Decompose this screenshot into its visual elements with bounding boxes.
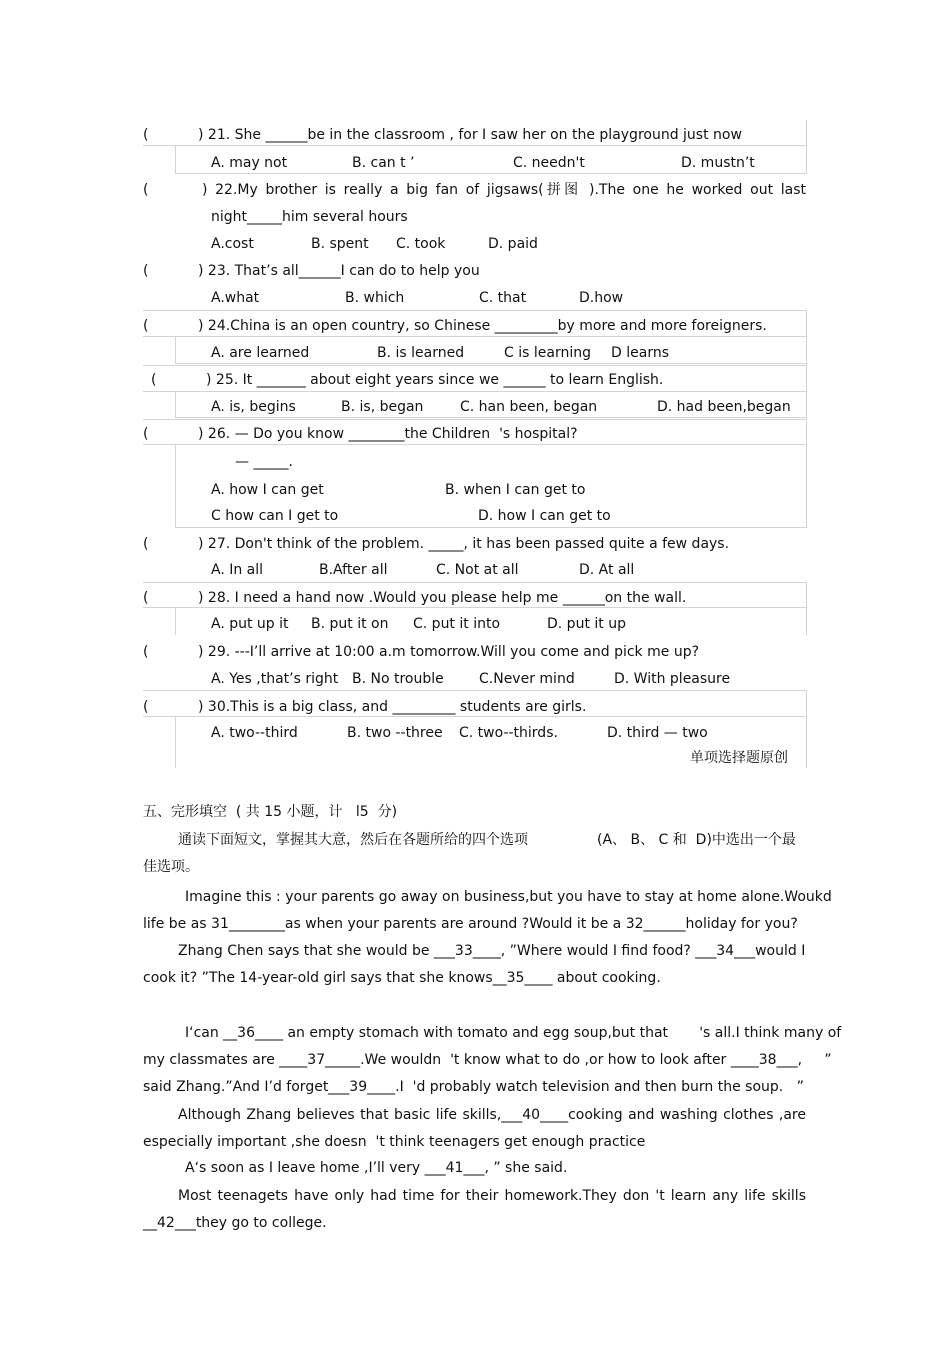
rule <box>143 419 807 420</box>
passage-line: I‘can __36____ an empty stomach with tomato and egg soup,but that 's all.I think many of <box>185 1025 842 1041</box>
question-29: ) 29. ---I’ll arrive at 10:00 a.m tomorrow.Will you come and pick me up? <box>198 644 700 660</box>
question-22: ) 22.My brother is really a big fan of jigsaws(拼图 ).The one he worked out last <box>202 182 806 198</box>
option-c: C how can I get to <box>211 508 339 524</box>
passage-line: my classmates are ____37_____.We wouldn 't know what to do ,or how to look after ____38___, ” <box>143 1052 832 1068</box>
option-a: A.what <box>211 290 260 306</box>
option-c: C is learning <box>504 345 591 361</box>
option-d: D. mustn’t <box>681 155 755 171</box>
rule <box>143 690 807 691</box>
answer-paren: ( <box>143 536 149 552</box>
option-c: C. that <box>479 290 527 306</box>
passage-line: Most teenagets have only had time for their homework.They don 't learn any life skills <box>178 1188 806 1204</box>
rule <box>143 365 807 366</box>
rule <box>175 444 176 527</box>
rule <box>143 391 807 392</box>
rule <box>143 444 807 445</box>
rule <box>175 391 176 417</box>
section-title: 五、完形填空 ( 共 15 小题，计 l5 分) <box>143 804 398 820</box>
option-b: B. when I can get to <box>445 482 586 498</box>
answer-paren: ( <box>143 644 149 660</box>
question-25: ) 25. It _______ about eight years since we ______ to learn English. <box>206 372 664 388</box>
rule <box>175 363 807 364</box>
option-b: B. is, began <box>341 399 424 415</box>
answer-paren: ( <box>151 372 157 388</box>
answer-paren: ( <box>143 182 149 198</box>
rule <box>806 120 807 173</box>
rule <box>175 527 807 528</box>
answer-paren: ( <box>143 590 149 606</box>
rule <box>806 365 807 417</box>
option-a: A. is, begins <box>211 399 296 415</box>
option-d: D learns <box>611 345 669 361</box>
question-24: ) 24.China is an open country, so Chinese _________by more and more foreigners. <box>198 318 767 334</box>
option-b: B. which <box>345 290 405 306</box>
rule <box>175 145 176 173</box>
option-a: A. are learned <box>211 345 310 361</box>
option-b: B. put it on <box>311 616 389 632</box>
question-27: ) 27. Don't think of the problem. _____, it has been passed quite a few days. <box>198 536 730 552</box>
passage-line: Imagine this : your parents go away on business,but you have to stay at home alone.Woukd <box>185 889 832 905</box>
option-c: C. needn't <box>513 155 585 171</box>
rule <box>806 582 807 635</box>
option-a: A. two--third <box>211 725 298 741</box>
rule <box>143 582 807 583</box>
rule <box>175 417 807 418</box>
section-instruction: 通读下面短文，掌握其大意，然后在各题所给的四个选项 <box>178 832 528 848</box>
option-d: D. how I can get to <box>478 508 611 524</box>
option-d: D.how <box>579 290 624 306</box>
option-d: D. third — two <box>607 725 708 741</box>
rule <box>143 336 807 337</box>
section-instruction-end: 佳选项。 <box>143 859 199 875</box>
question-22-cont: night_____him several hours <box>211 209 408 225</box>
question-23: ) 23. That’s all______I can do to help you <box>198 263 480 279</box>
answer-paren: ( <box>143 263 149 279</box>
passage-line: cook it? ”The 14-year-old girl says that she knows__35____ about cooking. <box>143 970 661 986</box>
option-c: C.Never mind <box>479 671 575 687</box>
option-b: B. spent <box>311 236 369 252</box>
option-d: D. put it up <box>547 616 626 632</box>
rule <box>806 310 807 363</box>
option-d: D. paid <box>488 236 538 252</box>
answer-paren: ( <box>143 318 149 334</box>
rule <box>143 145 807 146</box>
question-30: ) 30.This is a big class, and _________ students are girls. <box>198 699 587 715</box>
passage-line: said Zhang.”And I’d forget___39____.I 'd probably watch television and then burn the soup. ” <box>143 1079 804 1095</box>
question-28: ) 28. I need a hand now .Would you please help me ______on the wall. <box>198 590 687 606</box>
answer-paren: ( <box>143 426 149 442</box>
rule <box>175 607 176 635</box>
rule <box>806 419 807 527</box>
option-c: C. Not at all <box>436 562 519 578</box>
option-d: D. With pleasure <box>614 671 731 687</box>
option-c: C. took <box>396 236 446 252</box>
passage-line: especially important ,she doesn 't think teenagers get enough practice <box>143 1134 646 1150</box>
option-b: B. can t ’ <box>352 155 415 171</box>
rule <box>175 716 176 768</box>
option-a: A. how I can get <box>211 482 324 498</box>
option-d: D. had been,began <box>657 399 791 415</box>
option-a: A. put up it <box>211 616 289 632</box>
option-a: A. may not <box>211 155 288 171</box>
original-note: 单项选择题原创 <box>690 750 788 766</box>
passage-line: A‘s soon as I leave home ,I’ll very ___41___, ” she said. <box>185 1160 568 1176</box>
passage-line: life be as 31________as when your parents are around ?Would it be a 32______holiday for you? <box>143 916 798 932</box>
rule <box>143 716 807 717</box>
question-26: ) 26. — Do you know ________the Children 's hospital? <box>198 426 578 442</box>
option-c: C. two--thirds. <box>459 725 558 741</box>
option-a: A.cost <box>211 236 254 252</box>
option-b: B. is learned <box>377 345 465 361</box>
option-a: A. Yes ,that’s right <box>211 671 339 687</box>
option-b: B.After all <box>319 562 388 578</box>
option-c: C. han been, began <box>460 399 598 415</box>
question-26-reply: — _____. <box>235 454 293 470</box>
rule <box>175 336 176 363</box>
option-b: B. two --three <box>347 725 443 741</box>
option-b: B. No trouble <box>352 671 444 687</box>
answer-paren: ( <box>143 699 149 715</box>
rule <box>806 690 807 768</box>
option-a: A. In all <box>211 562 264 578</box>
rule <box>143 607 807 608</box>
question-21: ) 21. She ______be in the classroom , for I saw her on the playground just now <box>198 127 742 143</box>
option-c: C. put it into <box>413 616 501 632</box>
passage-line: Although Zhang believes that basic life skills,___40____cooking and washing clothes ,are <box>178 1107 806 1123</box>
answer-paren: ( <box>143 127 149 143</box>
passage-line: Zhang Chen says that she would be ___33____, ”Where would I find food? ___34___would I <box>178 943 806 959</box>
passage-line: __42___they go to college. <box>143 1215 327 1231</box>
rule <box>175 173 807 174</box>
option-d: D. At all <box>579 562 635 578</box>
section-instruction-options: (A、 B、 C 和 D)中选出一个最 <box>597 832 796 848</box>
rule <box>143 310 807 311</box>
